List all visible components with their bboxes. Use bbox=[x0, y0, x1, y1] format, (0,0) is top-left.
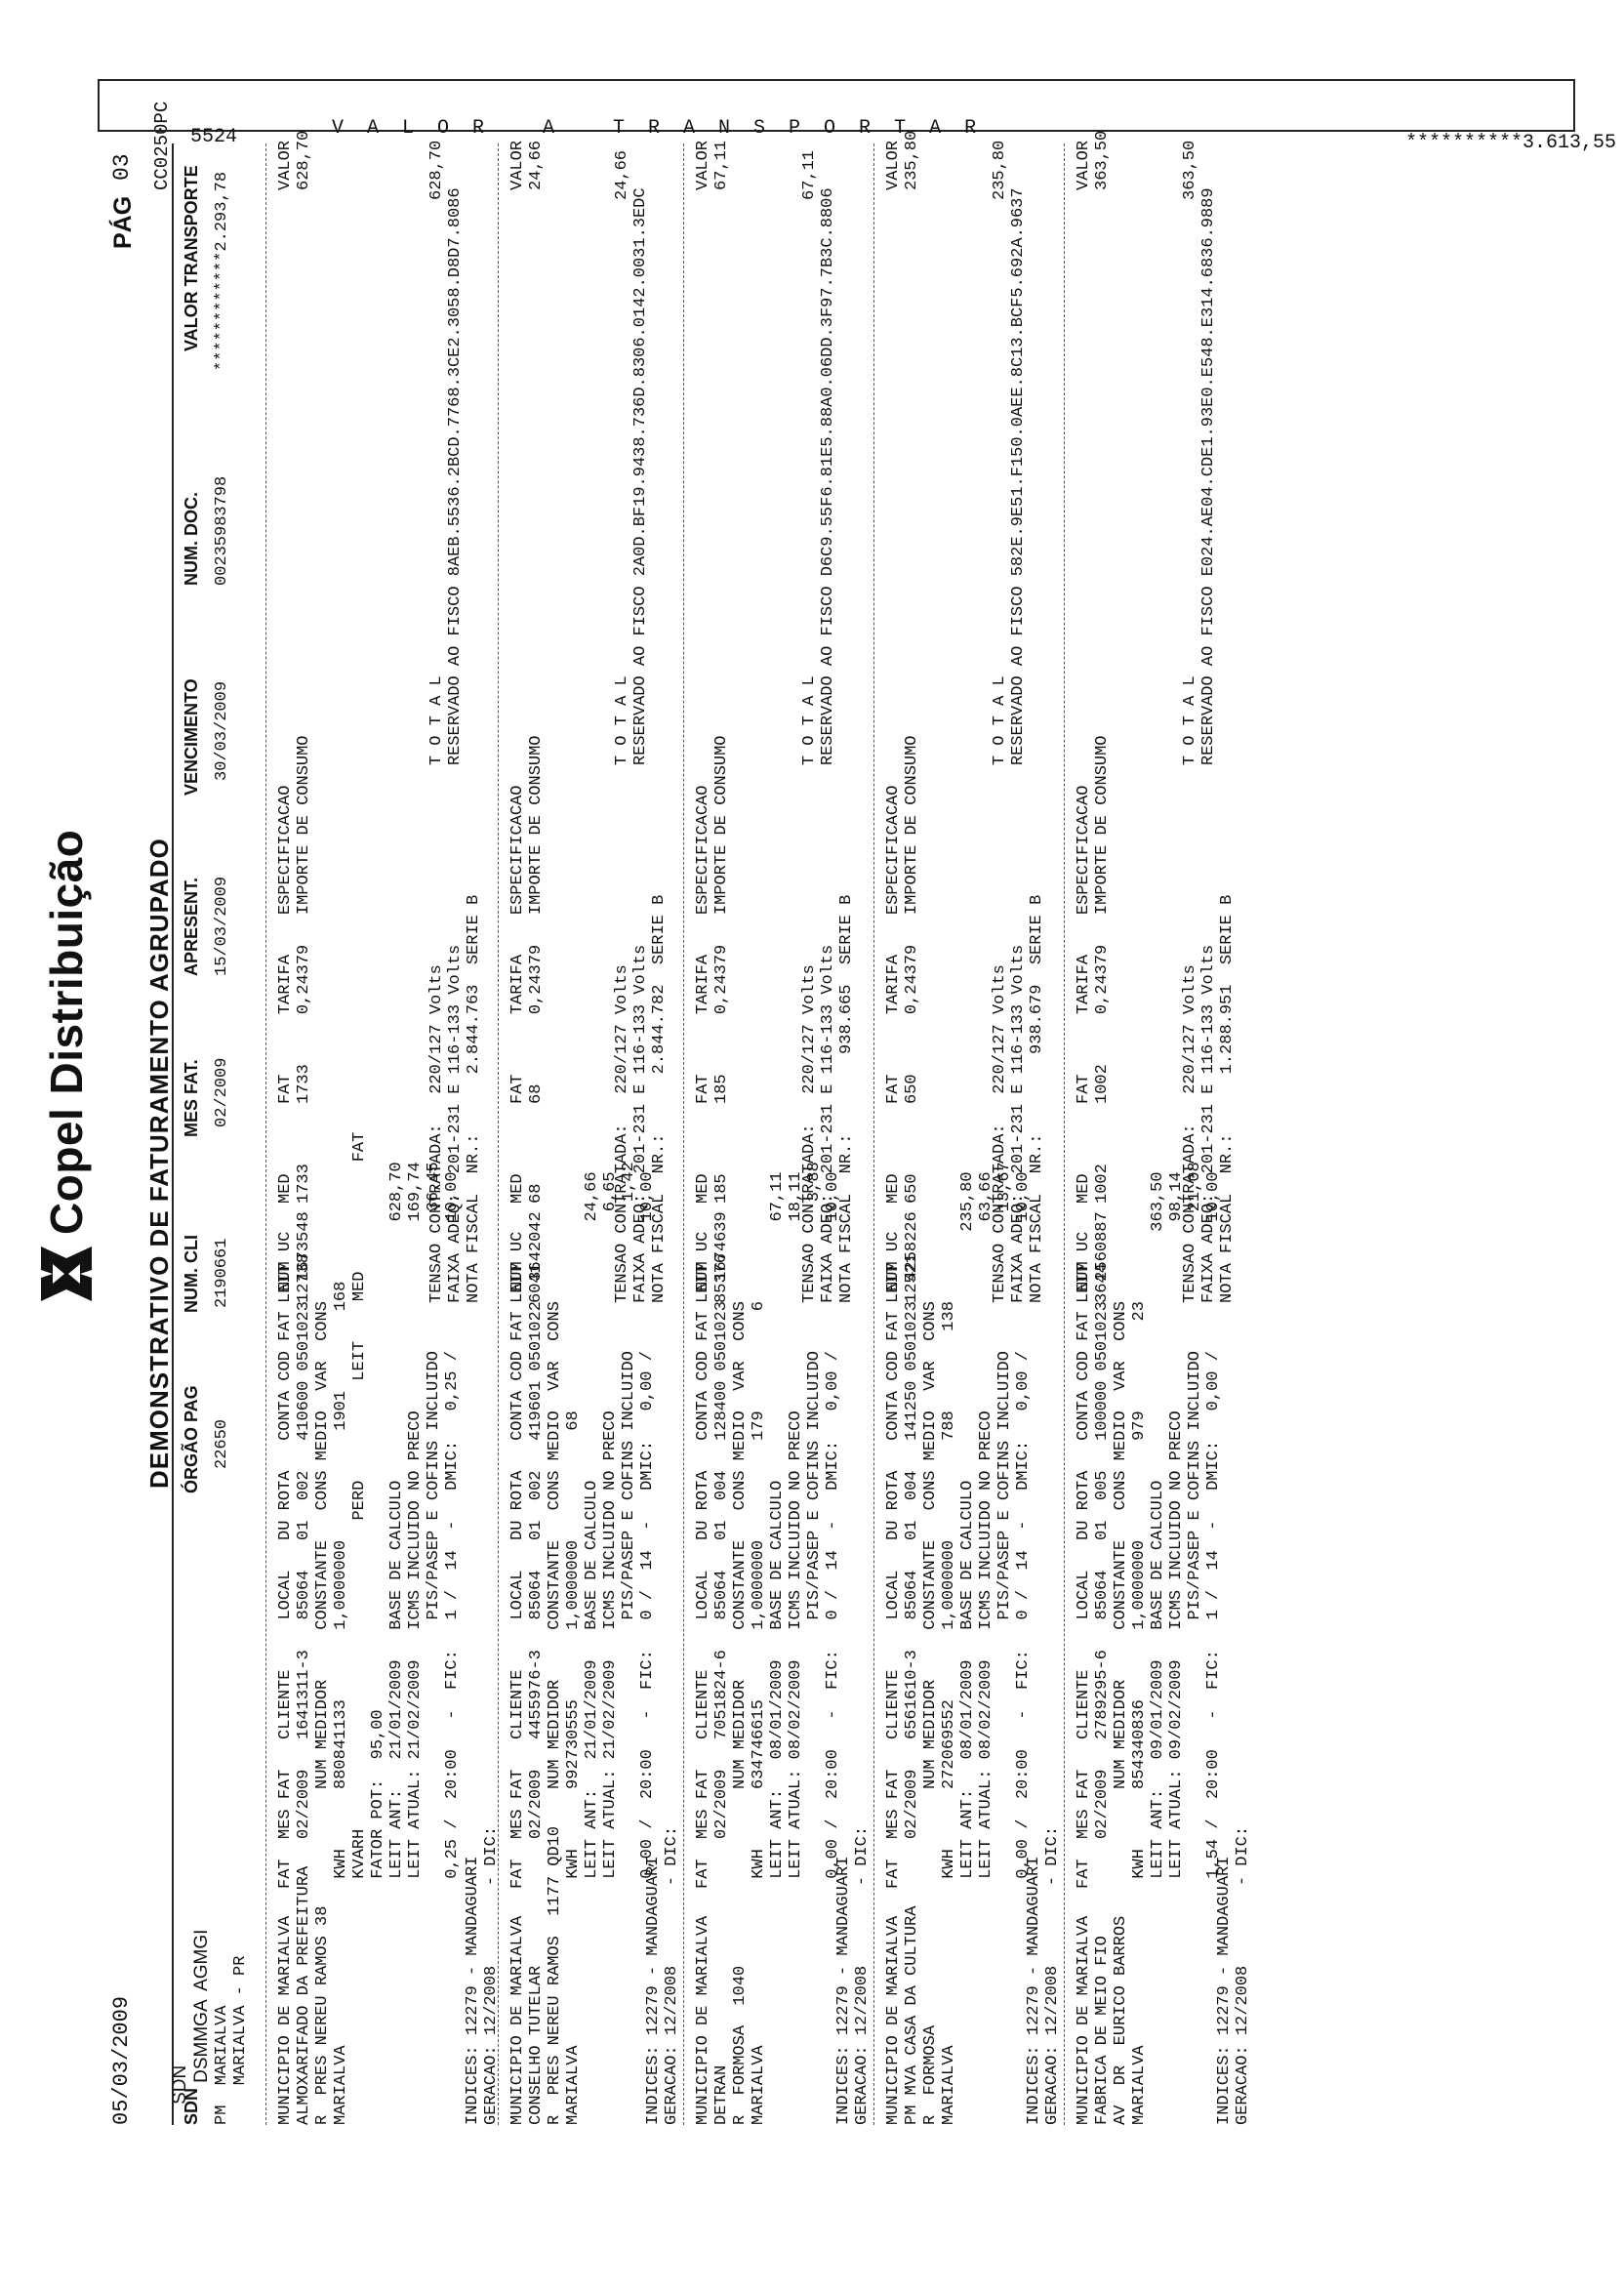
record-address: MUNICIPIO DE MARIALVA CONSELHO TUTELAR R PRES NEREU RAMOS 1177 QD10 MARIALVA bbox=[508, 1825, 583, 2125]
record-address: MUNICIPIO DE MARIALVA DETRAN R FORMOSA 1040 MARIALVA bbox=[694, 1915, 768, 2125]
divider bbox=[265, 143, 266, 2125]
record-value: VALOR 235,80 bbox=[884, 130, 921, 190]
record-value: VALOR 67,11 bbox=[694, 140, 731, 190]
sdn-label: SDN bbox=[170, 2064, 190, 2105]
record-indices: INDICES: 12279 - MANDAGUARI GERACAO: 12/2008 - DIC: bbox=[1215, 1825, 1252, 2125]
record-value: VALOR 24,66 bbox=[508, 140, 546, 190]
record-detail: FAT MES FAT CLIENTE LOCAL DU ROTA CONTA COD FAT NUM UC 02/2009 2789295-6 85064 01 005 100000 0501023 2560887 NUM MEDIDOR CONSTANTE CONS MEDIO VAR CONS KWH 854340836 1,0000000 979 23 LEIT ANT: 09/01/2009 BASE DE CALCULO 363,50 LEIT ATUAL: 09/02/2009 ICMS INCLUIDO NO PRECO 98,14 PIS/PASEP E COFINS INCLUIDO 21,08 1,54 / 20:00 - FIC: 1 / 14 - DMIC: 0,00 / 10,00 bbox=[1075, 1162, 1223, 1889]
copel-logo bbox=[39, 830, 94, 1303]
divider bbox=[873, 143, 874, 2125]
record-detail: FAT MES FAT CLIENTE LOCAL DU ROTA CONTA COD FAT NUM UC 02/2009 7051824-6 85064 01 004 128400 0501023 1674639 NUM MEDIDOR CONSTANTE CONS MEDIO VAR CONS KWH 634746615 1,0000000 179 6 LEIT ANT: 08/01/2009 BASE DE CALCULO 67,11 LEIT ATUAL: 08/02/2009 ICMS INCLUIDO NO PRECO 18,11 PIS/PASEP E COFINS INCLUIDO 3,88 0,00 / 20:00 - FIC: 0 / 14 - DMIC: 0,00 / 10,00 bbox=[694, 1162, 842, 1889]
summary-mes-fat: 02/2009 bbox=[213, 1057, 231, 1127]
col-orgao-pag: ÓRGÃO PAG bbox=[182, 1385, 201, 1493]
record-total: 24,66 bbox=[613, 149, 631, 200]
record-detail: FAT MES FAT CLIENTE LOCAL DU ROTA CONTA COD FAT NUM UC 02/2009 4455976-3 85064 01 002 419601 0501022 3642042 NUM MEDIDOR CONSTANTE CONS MEDIO VAR CONS KWH 992730555 1,0000000 68 LEIT ANT: 21/01/2009 BASE DE CALCULO 24,66 LEIT ATUAL: 21/02/2009 ICMS INCLUIDO NO PRECO 6,65 PIS/PASEP E COFINS INCLUIDO 1,42 0,00 / 20:00 - FIC: 0 / 14 - DMIC: 0,00 / 10,00 bbox=[508, 1162, 657, 1889]
record-value: VALOR 628,70 bbox=[276, 130, 313, 190]
record-address: MUNICIPIO DE MARIALVA FABRICA DE MEIO FIO AV DR EURICO BARROS MARIALVA bbox=[1075, 1915, 1149, 2125]
record-reading: LEIT MED FAT TARIFA ESPECIFICACAO 12738 1733 1733 0,24379 IMPORTE DE CONSUMO bbox=[276, 735, 313, 1303]
sdn-value: DSMMGA AGMGI bbox=[191, 1929, 212, 2083]
summary-orgao-pag: 22650 bbox=[213, 1418, 231, 1469]
divider bbox=[498, 143, 499, 2125]
footer-label: V A L O R A T R A N S P O R T A R bbox=[332, 117, 983, 140]
record-address: MUNICIPIO DE MARIALVA PM MVA CASA DA CULTURA R FORMOSA MARIALVA bbox=[884, 1905, 958, 2125]
page-label: PÁG bbox=[109, 195, 137, 249]
summary-apresent: 15/03/2009 bbox=[213, 876, 231, 976]
col-num-doc: NUM. DOC. bbox=[182, 492, 201, 586]
record-tensao: TENSAO CONTRATADA: 220/127 Volts T O T A L FAIXA ADEQ: 201-231 E 116-133 Volts RESERVADO AO FISCO D6C9.55F6.81E5.88A0.06DD.3F97.7B3C.8806 NOTA FISCAL NR.: 938.665 SERIE B bbox=[800, 187, 856, 1303]
record-detail: FAT MES FAT CLIENTE LOCAL DU ROTA CONTA COD FAT NUM UC 02/2009 1641311-3 85064 01 002 410600 0501023 1673548 NUM MEDIDOR CONSTANTE CONS MEDIO VAR CONS KWH 880841133 1,0000000 1901 168 KVARH PERD LEIT MED FAT FATOR POT: 95,00 LEIT ANT: 21/01/2009 BASE DE CALCULO 628,70 LEIT ATUAL: 21/02/2009 ICMS INCLUIDO NO PRECO 169,74 PIS/PASEP E COFINS INCLUIDO 36,45 0,25 / 20:00 - FIC: 1 / 14 - DMIC: 0,25 / 10,00 bbox=[276, 1131, 462, 1889]
page-number: 03 bbox=[109, 153, 135, 181]
header-rule-top bbox=[172, 143, 174, 2125]
footer-code: 5524 bbox=[190, 126, 238, 148]
col-mes-fat: MES FAT. bbox=[182, 1059, 201, 1137]
footer-value: **********3.613,55 bbox=[1405, 132, 1617, 154]
record-indices: INDICES: 12279 - MANDAGUARI GERACAO: 12/2008 - DIC: bbox=[834, 1825, 872, 2125]
col-valor-transporte: VALOR TRANSPORTE bbox=[182, 165, 201, 351]
document-title: DEMONSTRATIVO DE FATURAMENTO AGRUPADO bbox=[144, 838, 174, 1489]
summary-vencimento: 30/03/2009 bbox=[213, 680, 231, 781]
record-value: VALOR 363,50 bbox=[1075, 130, 1112, 190]
record-detail: FAT MES FAT CLIENTE LOCAL DU ROTA CONTA COD FAT NUM UC 02/2009 6561610-3 85064 01 004 141250 0501023 4258226 NUM MEDIDOR CONSTANTE CONS MEDIO VAR CONS KWH 272069552 1,0000000 788 138 LEIT ANT: 08/01/2009 BASE DE CALCULO 235,80 LEIT ATUAL: 08/02/2009 ICMS INCLUIDO NO PRECO 63,66 PIS/PASEP E COFINS INCLUIDO 13,67 0,00 / 20:00 - FIC: 0 / 14 - DMIC: 0,00 / 10,00 bbox=[884, 1162, 1033, 1889]
col-sdn: SDN bbox=[182, 2087, 201, 2125]
summary-num-doc: 00235983798 bbox=[213, 475, 231, 586]
record-indices: INDICES: 12279 - MANDAGUARI GERACAO: 12/2008 - DIC: bbox=[1025, 1825, 1062, 2125]
record-tensao: TENSAO CONTRATADA: 220/127 Volts T O T A L FAIXA ADEQ: 201-231 E 116-133 Volts RESERVADO AO FISCO E024.AE04.CDE1.93E0.E548.E314.6836.9889 NOTA FISCAL NR.: 1.288.951 SERIE B bbox=[1181, 187, 1237, 1303]
col-apresent: APRESENT. bbox=[182, 877, 201, 976]
record-reading: LEIT MED FAT TARIFA ESPECIFICACAO 12521 650 650 0,24379 IMPORTE DE CONSUMO bbox=[884, 735, 921, 1303]
divider bbox=[683, 143, 684, 2125]
col-vencimento: VENCIMENTO bbox=[182, 678, 201, 796]
record-reading: LEIT MED FAT TARIFA ESPECIFICACAO 6041 68 68 0,24379 IMPORTE DE CONSUMO bbox=[508, 735, 546, 1303]
record-reading: LEIT MED FAT TARIFA ESPECIFICACAO 3644 1002 1002 0,24379 IMPORTE DE CONSUMO bbox=[1075, 735, 1112, 1303]
record-tensao: TENSAO CONTRATADA: 220/127 Volts T O T A L FAIXA ADEQ: 201-231 E 116-133 Volts RESERVADO AO FISCO 8AEB.5536.2BCD.7768.3CE2.3058.D8D7.8086 NOTA FISCAL NR.: 2.844.763 SERIE B bbox=[427, 187, 483, 1303]
record-tensao: TENSAO CONTRATADA: 220/127 Volts T O T A L FAIXA ADEQ: 201-231 E 116-133 Volts RESERVADO AO FISCO 2A0D.BF19.9438.736D.8306.0142.0031.3EDC NOTA FISCAL NR.: 2.844.782 SERIE B bbox=[613, 187, 669, 1303]
copel-logo-icon bbox=[39, 1245, 94, 1303]
print-date: 05/03/2009 bbox=[109, 1995, 134, 2125]
record-indices: INDICES: 12279 - MANDAGUARI GERACAO: 12/2008 - DIC: bbox=[644, 1825, 681, 2125]
col-num-cli: NUM. CLI bbox=[182, 1235, 201, 1313]
form-code: CC0250PC bbox=[151, 101, 173, 190]
record-indices: INDICES: 12279 - MANDAGUARI GERACAO: 12/2008 - DIC: bbox=[464, 1825, 501, 2125]
divider bbox=[1064, 143, 1065, 2125]
summary-sdn: PM MARIALVA MARIALVA - PR bbox=[213, 1955, 250, 2125]
record-total: 628,70 bbox=[427, 140, 446, 200]
record-total: 235,80 bbox=[991, 140, 1009, 200]
record-total: 363,50 bbox=[1181, 140, 1199, 200]
brand-name: Copel Distribuição bbox=[41, 829, 92, 1235]
record-total: 67,11 bbox=[800, 149, 819, 200]
record-address: MUNICIPIO DE MARIALVA ALMOXARIFADO DA PREFEITURA R PRES NEREU RAMOS 38 MARIALVA bbox=[276, 1865, 350, 2125]
summary-num-cli: 2190661 bbox=[213, 1238, 231, 1308]
summary-valor-transporte: ************2.293,78 bbox=[213, 171, 231, 371]
record-reading: LEIT MED FAT TARIFA ESPECIFICACAO 85376 185 185 0,24379 IMPORTE DE CONSUMO bbox=[694, 735, 731, 1303]
record-tensao: TENSAO CONTRATADA: 220/127 Volts T O T A L FAIXA ADEQ: 201-231 E 116-133 Volts RESERVADO AO FISCO 582E.9E51.F150.0AEE.8C13.BCF5.692A.9637 NOTA FISCAL NR.: 938.679 SERIE B bbox=[991, 187, 1046, 1303]
